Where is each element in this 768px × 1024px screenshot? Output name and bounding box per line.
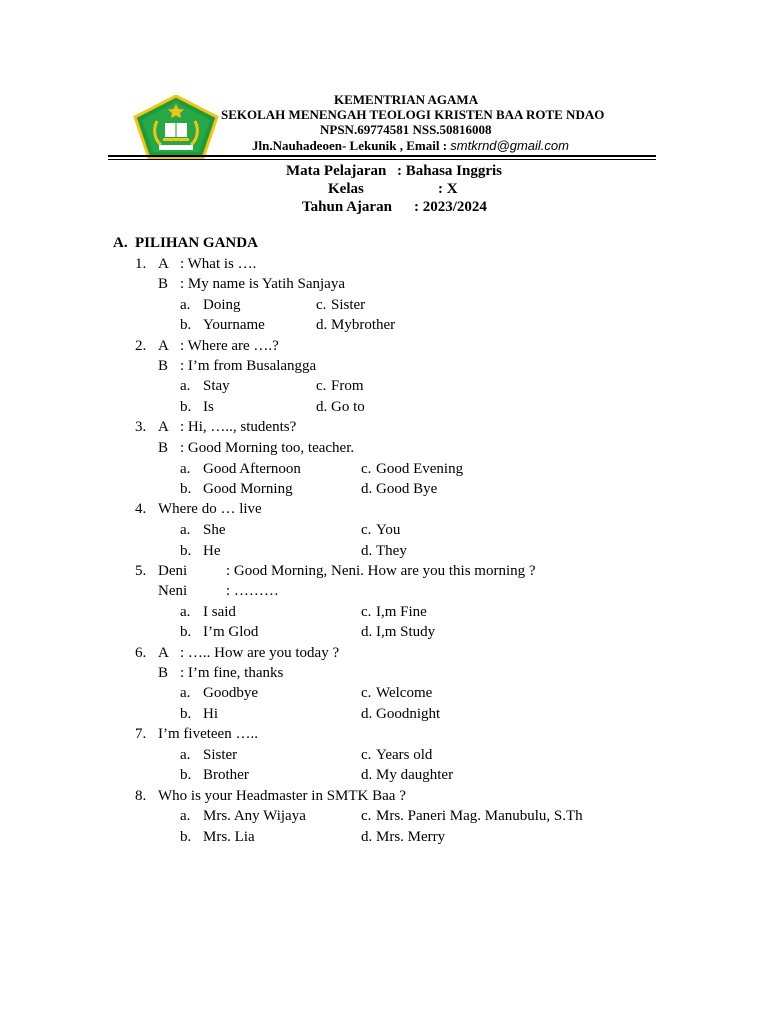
- option-text: Goodbye: [203, 685, 258, 701]
- dialogue-text: : Good Morning, Neni. How are you this morning ?: [226, 563, 536, 579]
- question-number: 8.: [135, 788, 147, 804]
- option-text: Mrs. Paneri Mag. Manubulu, S.Th: [376, 808, 583, 824]
- question-number: 6.: [135, 645, 147, 661]
- option-letter: c.: [361, 808, 372, 824]
- option-text: Hi: [203, 706, 218, 722]
- speaker: B: [158, 440, 169, 456]
- option-letter: d.: [316, 399, 328, 415]
- option-text: Sister: [331, 297, 366, 313]
- speaker: B: [158, 665, 169, 681]
- question-text: Who is your Headmaster in SMTK Baa ?: [158, 788, 406, 804]
- question-number: 3.: [135, 419, 147, 435]
- question-text: I’m fiveteen …..: [158, 726, 258, 742]
- dialogue-text: : Where are ….?: [180, 338, 279, 354]
- dialogue-text: : My name is Yatih Sanjaya: [180, 276, 345, 292]
- option-text: Go to: [331, 399, 365, 415]
- year-value: : 2023/2024: [414, 199, 487, 215]
- subject-value: : Bahasa Inggris: [397, 163, 503, 179]
- option-text: My daughter: [376, 767, 454, 783]
- option-text: Doing: [203, 297, 241, 313]
- option-text: Yourname: [203, 317, 265, 333]
- option-letter: c.: [316, 297, 327, 313]
- dialogue-text: : I’m from Busalangga: [180, 358, 317, 374]
- speaker: Deni: [158, 563, 188, 579]
- ministry-of-religion-emblem-icon: [133, 95, 219, 159]
- speaker: A: [158, 419, 169, 435]
- address-text: Jln.Nauhadeoen- Lekunik , Email :: [252, 138, 451, 153]
- option-text: Good Evening: [376, 461, 464, 477]
- school-address: [252, 138, 569, 154]
- year-label: Tahun Ajaran: [302, 199, 392, 215]
- dialogue-text: : Hi, ….., students?: [180, 419, 297, 435]
- option-letter: c.: [316, 378, 327, 394]
- option-text: She: [203, 522, 226, 538]
- option-text: I,m Study: [376, 624, 436, 640]
- option-letter: c.: [361, 522, 372, 538]
- option-letter: d.: [361, 706, 373, 722]
- dialogue-text: : I’m fine, thanks: [180, 665, 284, 681]
- class-value: : X: [438, 181, 458, 197]
- option-text: Welcome: [376, 685, 433, 701]
- option-letter: b.: [180, 706, 192, 722]
- speaker: A: [158, 338, 169, 354]
- option-letter: b.: [180, 543, 192, 559]
- dialogue-text: : Good Morning too, teacher.: [180, 440, 355, 456]
- option-letter: a.: [180, 685, 191, 701]
- option-letter: b.: [180, 481, 192, 497]
- option-text: Mybrother: [331, 317, 396, 333]
- option-letter: a.: [180, 297, 191, 313]
- option-text: Years old: [376, 747, 433, 763]
- option-letter: b.: [180, 624, 192, 640]
- letterhead-rule-thick: [108, 155, 656, 157]
- option-letter: c.: [361, 747, 372, 763]
- school-name: SEKOLAH MENENGAH TEOLOGI KRISTEN BAA ROTE NDAO: [221, 107, 605, 122]
- option-text: Mrs. Merry: [376, 829, 446, 845]
- option-text: From: [331, 378, 364, 394]
- class-label: Kelas: [328, 181, 364, 197]
- question-number: 4.: [135, 501, 147, 517]
- option-text: I,m Fine: [376, 604, 427, 620]
- option-letter: c.: [361, 604, 372, 620]
- speaker: A: [158, 645, 169, 661]
- question-number: 7.: [135, 726, 147, 742]
- option-letter: b.: [180, 829, 192, 845]
- option-letter: a.: [180, 461, 191, 477]
- option-letter: c.: [361, 461, 372, 477]
- option-letter: a.: [180, 378, 191, 394]
- option-letter: d.: [316, 317, 328, 333]
- section-letter: A.: [113, 235, 128, 251]
- option-letter: a.: [180, 522, 191, 538]
- option-text: They: [376, 543, 407, 559]
- question-number: 5.: [135, 563, 147, 579]
- option-text: You: [376, 522, 401, 538]
- letterhead-rule-thin: [108, 159, 656, 160]
- option-text: Is: [203, 399, 214, 415]
- speaker: Neni: [158, 583, 188, 599]
- option-text: Sister: [203, 747, 238, 763]
- question-text: Where do … live: [158, 501, 262, 517]
- option-letter: d.: [361, 543, 373, 559]
- dialogue-text: : What is ….: [180, 256, 257, 272]
- speaker: B: [158, 358, 169, 374]
- speaker: A: [158, 256, 169, 272]
- speaker: B: [158, 276, 169, 292]
- question-number: 2.: [135, 338, 147, 354]
- option-text: I’m Glod: [203, 624, 259, 640]
- option-text: Brother: [203, 767, 249, 783]
- option-text: Good Morning: [203, 481, 293, 497]
- ministry-name: KEMENTRIAN AGAMA: [334, 92, 479, 107]
- option-letter: a.: [180, 604, 191, 620]
- option-letter: b.: [180, 317, 192, 333]
- option-text: Mrs. Any Wijaya: [203, 808, 306, 824]
- option-letter: a.: [180, 747, 191, 763]
- option-letter: a.: [180, 808, 191, 824]
- email-address: smtkrnd@gmail.com: [450, 138, 569, 153]
- dialogue-text: : ….. How are you today ?: [180, 645, 340, 661]
- school-identifiers: NPSN.69774581 NSS.50816008: [320, 122, 492, 137]
- section-title: PILIHAN GANDA: [135, 235, 258, 251]
- option-letter: d.: [361, 829, 373, 845]
- option-letter: d.: [361, 767, 373, 783]
- option-text: Good Bye: [376, 481, 438, 497]
- option-text: I said: [203, 604, 236, 620]
- option-letter: b.: [180, 767, 192, 783]
- option-text: Goodnight: [376, 706, 441, 722]
- dialogue-text: : ………: [226, 583, 279, 599]
- subject-label: Mata Pelajaran: [286, 163, 387, 179]
- option-text: He: [203, 543, 221, 559]
- option-text: Mrs. Lia: [203, 829, 255, 845]
- option-letter: d.: [361, 624, 373, 640]
- option-text: Stay: [203, 378, 230, 394]
- option-text: Good Afternoon: [203, 461, 301, 477]
- option-letter: d.: [361, 481, 373, 497]
- option-letter: b.: [180, 399, 192, 415]
- option-letter: c.: [361, 685, 372, 701]
- question-number: 1.: [135, 256, 147, 272]
